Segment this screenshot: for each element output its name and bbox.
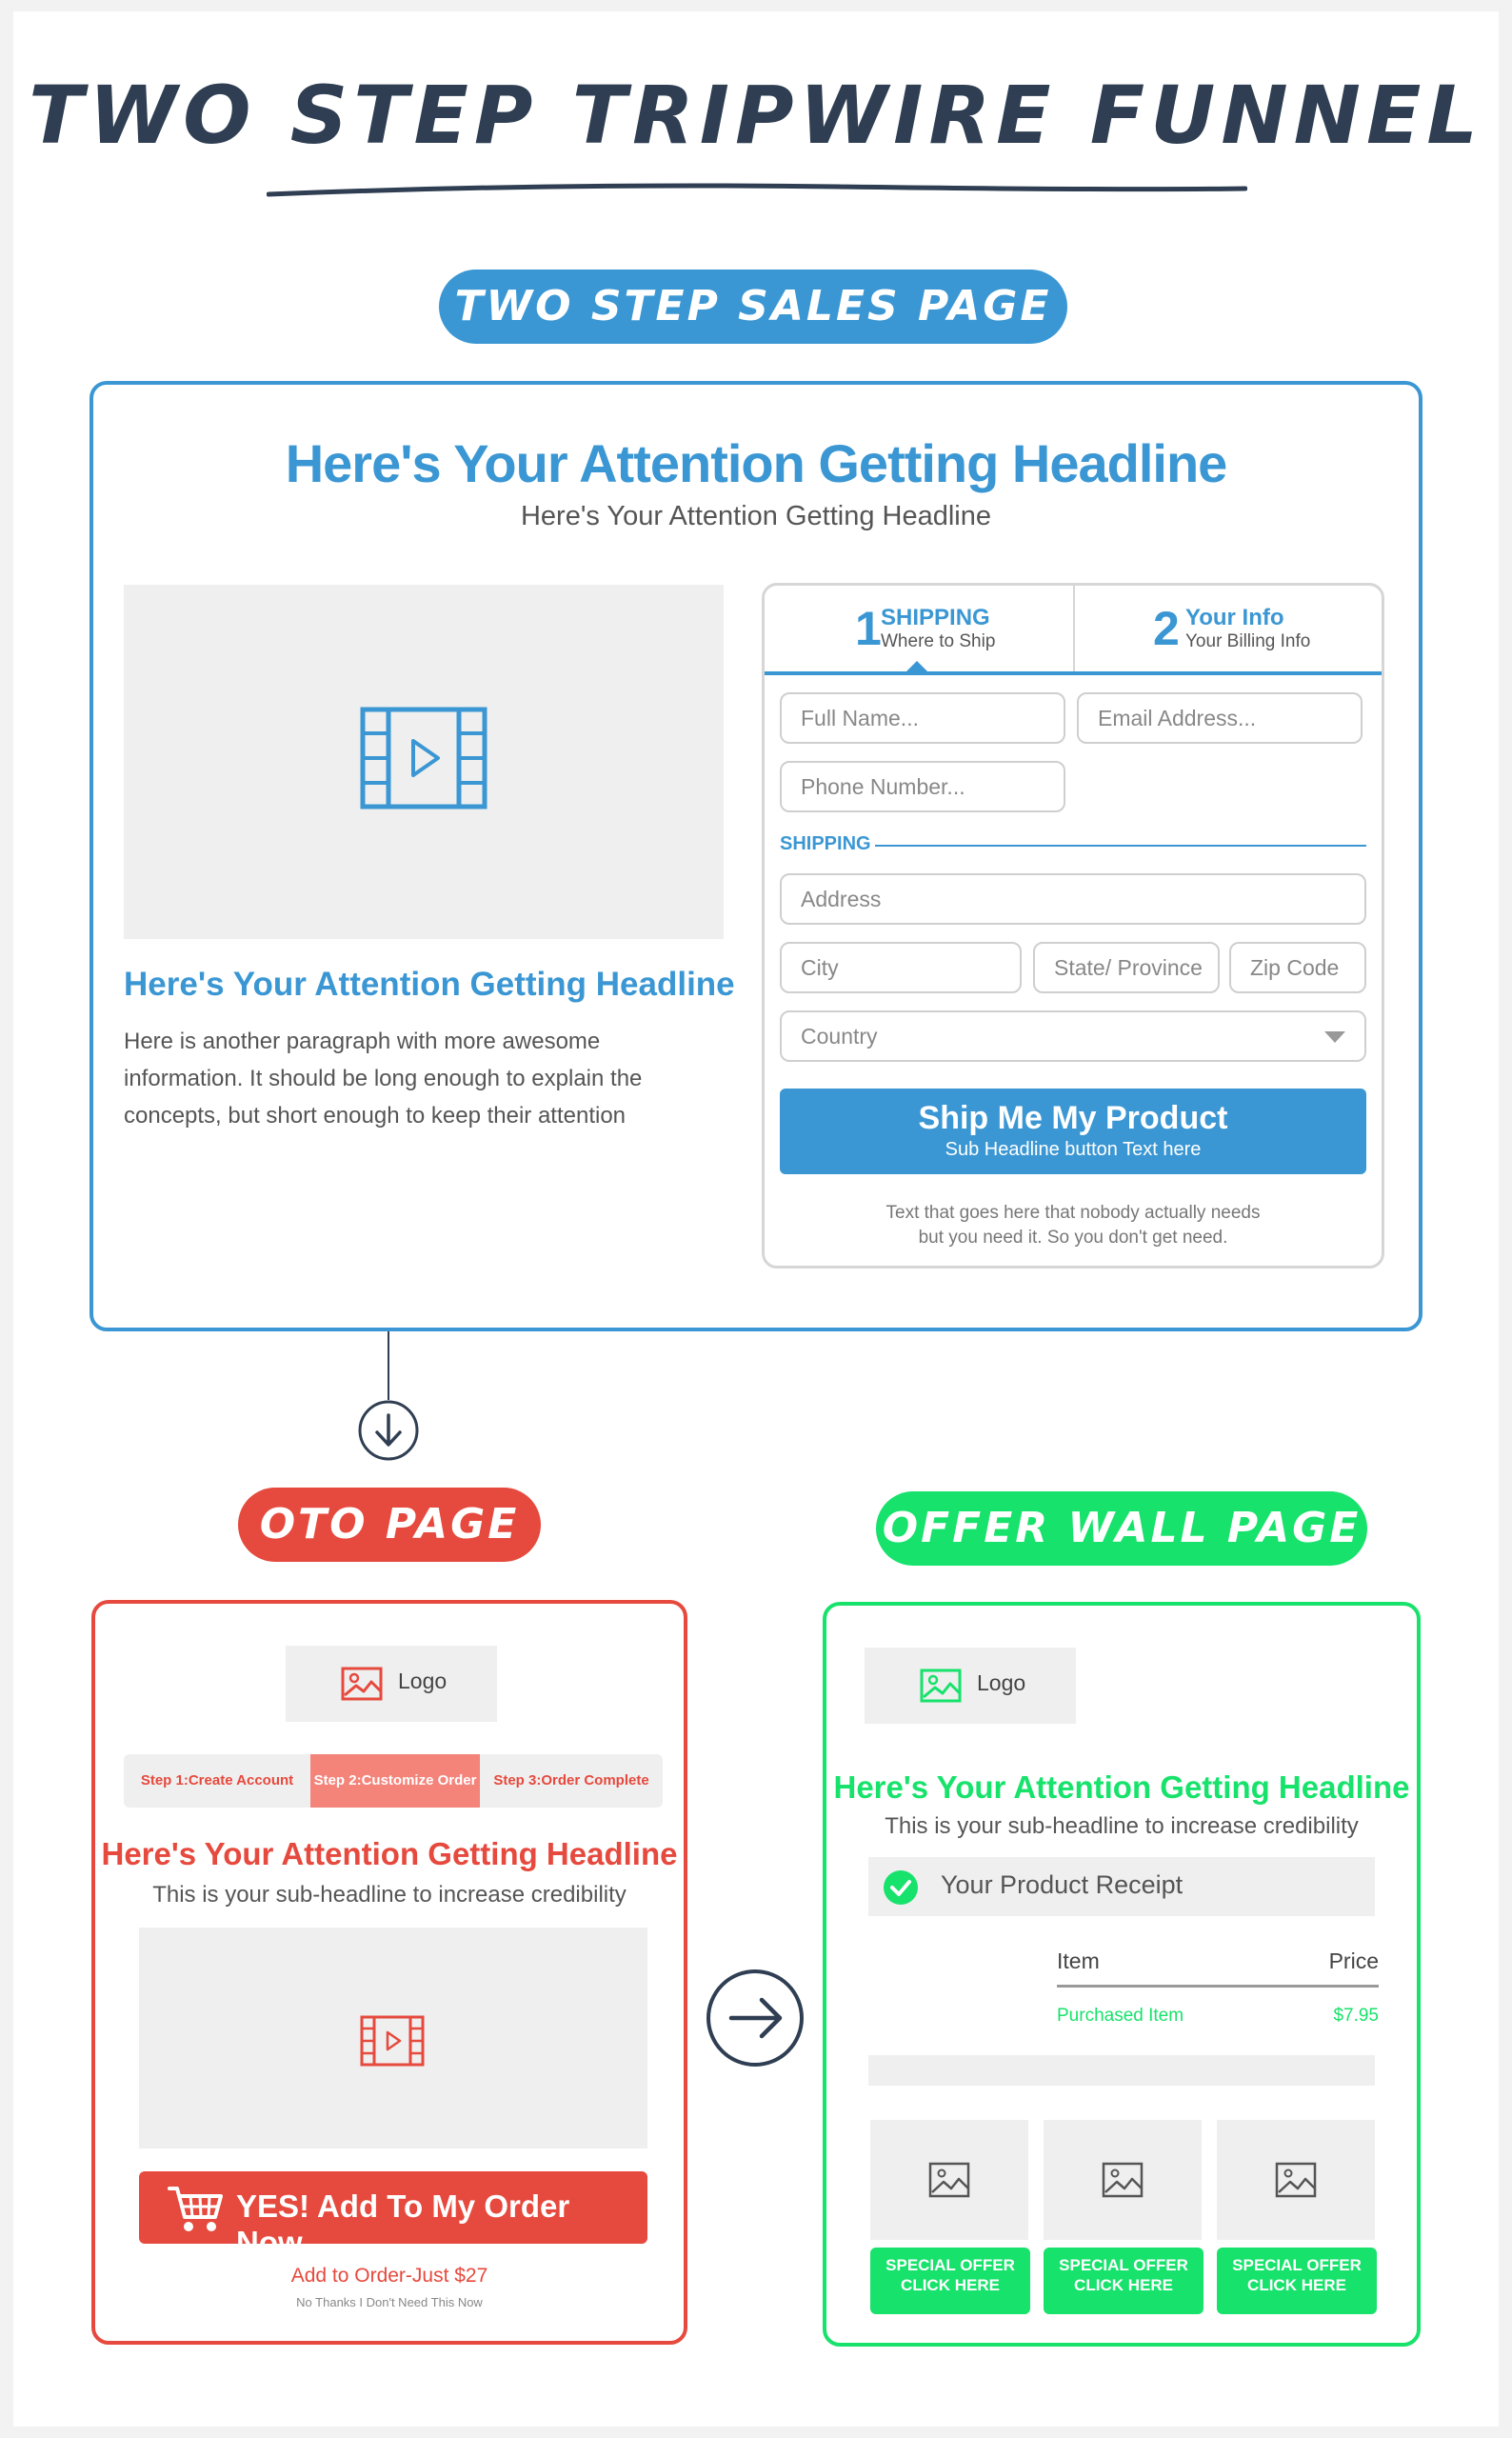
order-form: [762, 583, 1384, 1269]
content-headline: Here's Your Attention Getting Headline: [124, 966, 735, 1003]
offer-wall-logo: [865, 1648, 1076, 1724]
content-paragraph: [124, 1023, 642, 1134]
tab-number: 2: [1153, 602, 1180, 655]
sales-subheadline: Here's Your Attention Getting Headline: [520, 501, 992, 531]
step-create-account: Step 1:Create Account: [140, 1772, 294, 1789]
film-play-icon: [360, 2015, 425, 2067]
offer-line-1: SPECIAL OFFER: [885, 2256, 1015, 2274]
offer-wall-headline: Here's Your Attention Getting Headline: [833, 1769, 1410, 1805]
ship-me-my-product-button[interactable]: [780, 1089, 1366, 1174]
shipping-section-label: SHIPPING: [780, 833, 871, 854]
check-circle-icon: [884, 1870, 918, 1905]
receipt-title: Your Product Receipt: [941, 1870, 1184, 1899]
offer-line-1: SPECIAL OFFER: [1232, 2256, 1362, 2274]
receipt-col-item: Item: [1057, 1948, 1100, 1973]
section-rule: [875, 845, 1366, 847]
logo-label: Logo: [977, 1670, 1026, 1695]
city-input[interactable]: City: [780, 942, 1022, 993]
phone-input[interactable]: Phone Number...: [780, 761, 1065, 812]
oto-subheadline: This is your sub-headline to increase credibility: [152, 1882, 627, 1908]
image-icon: [1275, 2162, 1317, 2198]
active-tab-pointer-icon: [905, 661, 928, 672]
oto-page-label: OTO PAGE: [238, 1488, 541, 1562]
receipt-rule: [1057, 1985, 1379, 1988]
oto-headline: Here's Your Attention Getting Headline: [101, 1836, 678, 1871]
diagram-title: TWO STEP TRIPWIRE FUNNEL: [29, 69, 1483, 162]
button-subtitle: Sub Headline button Text here: [945, 1139, 1202, 1160]
tab-underline: [765, 671, 1382, 675]
offer-line-2: CLICK HERE: [1247, 2276, 1346, 2294]
paragraph-line: concepts, but short enough to keep their attention: [124, 1103, 627, 1129]
zip-input[interactable]: Zip Code: [1229, 942, 1366, 993]
step-customize-order: Step 2:Customize Order: [310, 1754, 480, 1808]
flow-arrow-right-icon: [703, 1966, 807, 2070]
image-icon: [928, 2162, 970, 2198]
add-to-order-button[interactable]: [139, 2171, 647, 2260]
tab-subtitle: Your Billing Info: [1185, 631, 1311, 651]
oto-logo: [286, 1646, 497, 1722]
image-icon: [341, 1667, 383, 1701]
paragraph-line: information. It should be long enough to explain the: [124, 1066, 643, 1091]
offer-thumbnail: [1044, 2120, 1202, 2240]
address-input[interactable]: Address: [780, 873, 1366, 925]
button-title: Ship Me My Product: [918, 1100, 1228, 1136]
oto-step-progress: [124, 1754, 663, 1808]
image-icon: [920, 1669, 962, 1703]
oto-page-panel: [91, 1600, 687, 2345]
title-underline: [267, 179, 1247, 204]
receipt-header: [868, 1857, 1375, 1916]
offer-line-2: CLICK HERE: [1074, 2276, 1173, 2294]
tab-title: SHIPPING: [881, 605, 990, 630]
offer-thumbnail: [1217, 2120, 1375, 2240]
footnote-line: but you need it. So you don't get need.: [918, 1228, 1228, 1248]
country-select-value: Country: [801, 1024, 878, 1049]
oto-video-placeholder[interactable]: [139, 1928, 647, 2148]
receipt-item-price: $7.95: [1333, 2006, 1379, 2026]
special-offer-button[interactable]: [1217, 2248, 1377, 2314]
oto-decline-link[interactable]: No Thanks I Don't Need This Now: [296, 2295, 483, 2309]
paragraph-line: Here is another paragraph with more awesome: [124, 1029, 601, 1054]
offer-line-1: SPECIAL OFFER: [1059, 2256, 1188, 2274]
offer-wall-subheadline: This is your sub-headline to increase credibility: [885, 1813, 1359, 1839]
footnote-line: Text that goes here that nobody actually needs: [885, 1203, 1261, 1223]
form-footnote: [765, 1201, 1382, 1250]
tab-subtitle: Where to Ship: [881, 631, 996, 651]
full-name-input[interactable]: Full Name...: [780, 692, 1065, 744]
offer-wall-page-label: OFFER WALL PAGE: [876, 1491, 1367, 1566]
state-input[interactable]: State/ Province: [1033, 942, 1220, 993]
video-placeholder[interactable]: [124, 585, 724, 939]
sales-page-panel: [90, 381, 1422, 1331]
chevron-down-icon: [1324, 1031, 1345, 1043]
receipt-footer-bar: [868, 2055, 1375, 2086]
tab-number: 1: [855, 602, 882, 655]
shopping-cart-icon: [168, 2183, 225, 2234]
country-select[interactable]: [780, 1010, 1366, 1062]
step-order-complete: Step 3:Order Complete: [493, 1772, 649, 1789]
receipt-col-price: Price: [1328, 1948, 1379, 1973]
logo-label: Logo: [398, 1669, 448, 1693]
image-icon: [1102, 2162, 1144, 2198]
special-offer-button[interactable]: [1044, 2248, 1204, 2314]
receipt-item-name: Purchased Item: [1057, 2006, 1184, 2026]
flow-arrow-down-icon: [354, 1331, 423, 1465]
oto-price-line: Add to Order-Just $27: [290, 2265, 488, 2287]
email-input[interactable]: Email Address...: [1077, 692, 1363, 744]
sales-page-label: TWO STEP SALES PAGE: [439, 270, 1067, 344]
tab-your-info[interactable]: [1075, 586, 1383, 671]
offer-line-2: CLICK HERE: [901, 2276, 1000, 2294]
tab-shipping[interactable]: [765, 586, 1073, 671]
film-play-icon: [360, 707, 487, 809]
sales-headline: Here's Your Attention Getting Headline: [285, 433, 1227, 493]
offer-thumbnail: [870, 2120, 1028, 2240]
offer-wall-page-panel: [823, 1602, 1421, 2347]
special-offer-button[interactable]: [870, 2248, 1030, 2314]
cta-label: YES! Add To My Order Now...: [236, 2188, 570, 2260]
tab-title: Your Info: [1185, 605, 1284, 630]
